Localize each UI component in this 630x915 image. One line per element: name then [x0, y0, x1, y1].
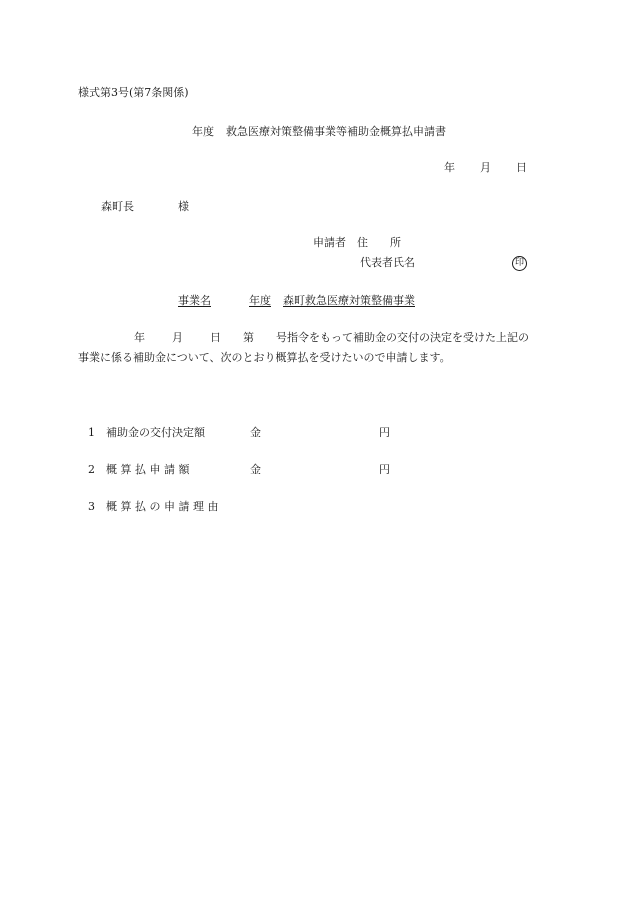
project-name-line	[178, 294, 415, 308]
body-month-label: 月	[172, 331, 183, 344]
seal-mark-icon: 印	[512, 256, 527, 271]
body-line-2: 事業に係る補助金について、次のとおり概算払を受けたいので申請します。	[78, 351, 451, 364]
body-line-1	[134, 331, 529, 345]
item-1-currency: 金	[250, 426, 261, 439]
date-line	[444, 161, 527, 175]
project-name-label: 事業名	[178, 294, 211, 307]
title-year-label: 年度	[192, 125, 214, 138]
body-number-prefix: 第	[243, 331, 254, 344]
item-2-number: 2	[88, 463, 95, 476]
item-1-label: 補助金の交付決定額	[106, 426, 205, 439]
date-year-label: 年	[444, 161, 455, 174]
body-day-label: 日	[210, 331, 221, 344]
form-number: 様式第3号(第7条関係)	[78, 86, 189, 99]
item-2-unit: 円	[379, 463, 390, 476]
title-text: 救急医療対策整備事業等補助金概算払申請書	[226, 125, 446, 138]
item-2-label: 概 算 払 申 請 額	[106, 463, 190, 476]
body-line-1-text: 号指令をもって補助金の交付の決定を受けた上記の	[276, 331, 529, 344]
applicant-address-line	[313, 236, 401, 250]
date-day-label: 日	[516, 161, 527, 174]
addressee	[101, 200, 189, 214]
project-year-label: 年度	[249, 294, 271, 307]
representative-name-label: 代表者氏名	[360, 256, 415, 269]
project-name: 森町救急医療対策整備事業	[283, 294, 415, 307]
document-title	[192, 125, 446, 139]
item-3-number: 3	[88, 500, 95, 513]
applicant-label: 申請者	[313, 236, 346, 249]
item-3-label: 概 算 払 の 申 請 理 由	[106, 500, 219, 513]
addressee-name: 森町長	[101, 200, 134, 213]
date-month-label: 月	[480, 161, 491, 174]
item-1-unit: 円	[379, 426, 390, 439]
addressee-honorific: 様	[178, 200, 189, 213]
item-2-currency: 金	[250, 463, 261, 476]
address-label: 住 所	[357, 236, 401, 249]
body-year-label: 年	[134, 331, 145, 344]
item-1-number: 1	[88, 426, 95, 439]
